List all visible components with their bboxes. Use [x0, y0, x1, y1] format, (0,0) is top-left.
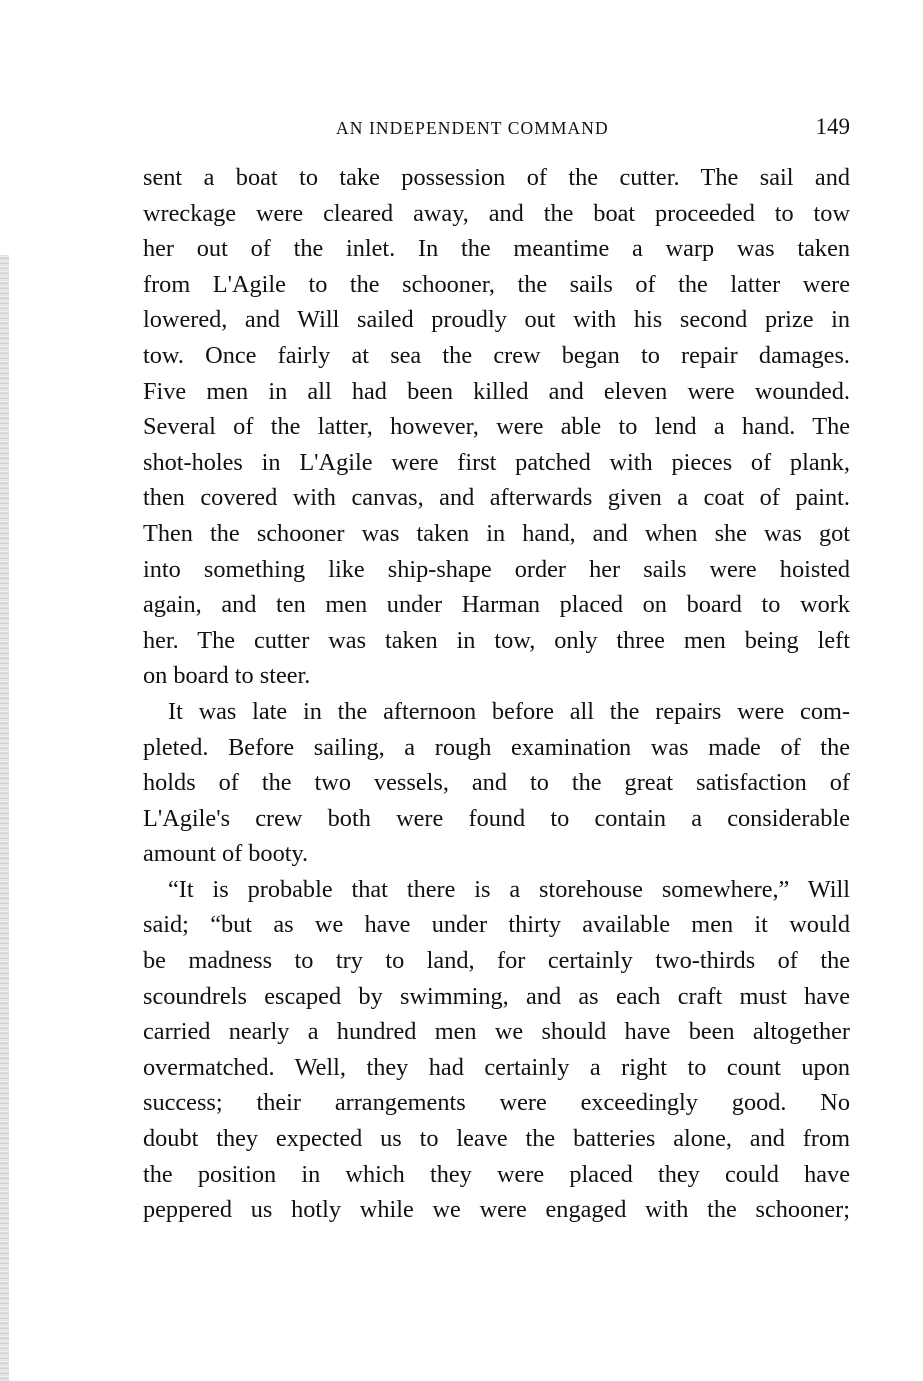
text-line: “It is probable that there is a storehouse somewhere,” Will: [168, 875, 850, 903]
text-line: carried nearly a hundred men we should have been altogether: [143, 1018, 850, 1046]
text-line: peppered us hotly while we were engaged with the schooner;: [143, 1196, 850, 1224]
paragraph-2: [143, 694, 850, 872]
text-line: overmatched. Well, they had certainly a right to count upon: [143, 1053, 850, 1081]
page-binding-edge: [0, 255, 9, 1381]
text-line: Five men in all had been killed and eleven were wounded.: [143, 377, 850, 405]
text-line: be madness to try to land, for certainly two-thirds of the: [143, 947, 850, 975]
text-line: It was late in the afternoon before all the repairs were com-: [168, 697, 850, 725]
running-title: AN INDEPENDENT COMMAND: [336, 118, 609, 138]
text-line: wreckage were cleared away, and the boat proceeded to tow: [143, 199, 850, 227]
text-line: into something like ship-shape order her sails were hoisted: [143, 555, 850, 583]
text-line: tow. Once fairly at sea the crew began to repair damages.: [143, 341, 850, 369]
text-line: her out of the inlet. In the meantime a warp was taken: [143, 235, 850, 263]
text-line: again, and ten men under Harman placed on board to work: [143, 591, 850, 619]
paragraph-3: [143, 872, 850, 1228]
page-header: [143, 114, 850, 144]
text-line: on board to steer.: [143, 662, 311, 690]
text-line: scoundrels escaped by swimming, and as each craft must have: [143, 982, 850, 1010]
text-line: her. The cutter was taken in tow, only three men being left: [143, 626, 850, 654]
text-line: then covered with canvas, and afterwards given a coat of paint.: [143, 484, 850, 512]
text-line: the position in which they were placed they could have: [143, 1160, 850, 1188]
text-line: L'Agile's crew both were found to contain a considerable: [143, 804, 850, 832]
page-body: [143, 160, 850, 1228]
paragraph-1: [143, 160, 850, 694]
text-line: from L'Agile to the schooner, the sails of the latter were: [143, 270, 850, 298]
text-line: shot-holes in L'Agile were first patched with pieces of plank,: [143, 448, 850, 476]
page-number: 149: [815, 114, 850, 139]
text-line: lowered, and Will sailed proudly out with his second prize in: [143, 306, 850, 334]
text-line: said; “but as we have under thirty available men it would: [143, 911, 850, 939]
text-line: pleted. Before sailing, a rough examination was made of the: [143, 733, 850, 761]
text-line: Several of the latter, however, were able to lend a hand. The: [143, 413, 850, 441]
text-line: amount of booty.: [143, 840, 309, 868]
text-line: Then the schooner was taken in hand, and when she was got: [143, 519, 850, 547]
text-line: success; their arrangements were exceedingly good. No: [143, 1089, 850, 1117]
text-line: doubt they expected us to leave the batteries alone, and from: [143, 1125, 850, 1153]
text-line: sent a boat to take possession of the cutter. The sail and: [143, 164, 850, 191]
text-line: holds of the two vessels, and to the great satisfaction of: [143, 769, 850, 797]
